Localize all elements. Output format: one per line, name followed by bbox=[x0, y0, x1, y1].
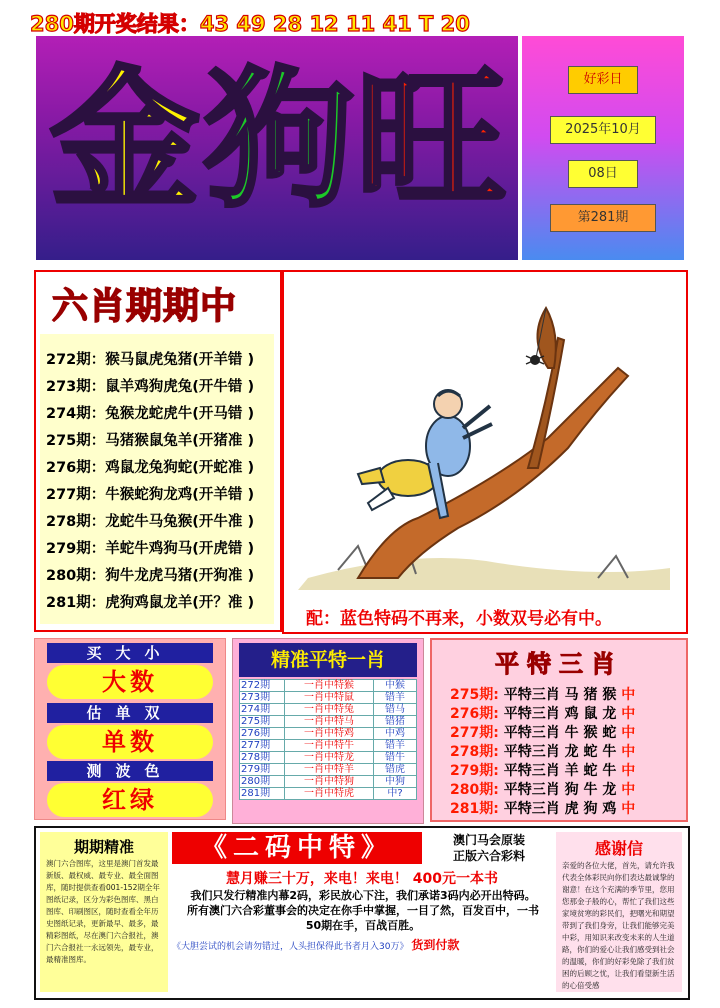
original-badge bbox=[426, 832, 552, 864]
list-item bbox=[450, 779, 635, 799]
advert-middle bbox=[172, 832, 552, 992]
table-cell: 错猪 bbox=[374, 716, 417, 728]
lucky-day-tag: 好彩日 bbox=[568, 66, 638, 94]
table-row bbox=[240, 788, 417, 800]
promo-line: 慧月赚三十万，来电！来电！ 400元一本书 bbox=[225, 871, 499, 887]
table-cell: 错牛 bbox=[374, 752, 417, 764]
six-zodiac-panel bbox=[34, 270, 282, 632]
original-line-1: 澳门马会原装 bbox=[452, 833, 525, 847]
date-month: 2025年10月 bbox=[550, 116, 656, 144]
list-item: 273期：鼠羊鸡狗虎兔(开牛错 ) bbox=[46, 379, 255, 395]
odd-even-value: 单数 bbox=[47, 725, 213, 759]
illustration-image bbox=[298, 278, 670, 590]
big-small-panel bbox=[34, 638, 226, 820]
table-row bbox=[240, 704, 417, 716]
table-row bbox=[240, 776, 417, 788]
list-item bbox=[450, 798, 635, 818]
flat-special-one-title: 精准平特一肖 bbox=[239, 643, 417, 677]
date-day: 08日 bbox=[568, 160, 638, 188]
list-item: 272期：猴马鼠虎兔猪(开羊错 ) bbox=[46, 352, 255, 368]
pt-txt: 平特三肖 虎 狗 鸡 bbox=[503, 801, 617, 817]
table-row bbox=[240, 716, 417, 728]
list-item bbox=[450, 760, 635, 780]
table-cell: 一肖中特猴 bbox=[285, 680, 374, 692]
table-cell: 中? bbox=[374, 788, 417, 800]
pt-txt: 平特三肖 羊 蛇 牛 bbox=[503, 763, 617, 779]
table-cell: 一肖中特龙 bbox=[285, 752, 374, 764]
list-item: 279期：羊蛇牛鸡狗马(开虎错 ) bbox=[46, 541, 255, 557]
table-cell: 一肖中特羊 bbox=[285, 764, 374, 776]
pt-no: 281期: bbox=[450, 801, 499, 817]
six-zodiac-list bbox=[40, 334, 274, 624]
table-cell: 272期 bbox=[240, 680, 285, 692]
list-item: 277期：牛猴蛇狗龙鸡(开羊错 ) bbox=[46, 487, 255, 503]
pt-res: 中 bbox=[621, 706, 636, 722]
list-item bbox=[450, 722, 635, 742]
pt-no: 276期: bbox=[450, 706, 499, 722]
pt-res: 中 bbox=[621, 725, 636, 741]
promo-footer bbox=[172, 936, 552, 953]
table-cell: 中猴 bbox=[374, 680, 417, 692]
thank-you-text: 亲爱的各位大佬，首先，请允许我代表全体彩民向你们表达最诚挚的谢意！在这个充满的季节里，您用您那金子般的心，帮忙了我们这些家境贫寒的彩民们，把曙光和期望带到了我们身旁，让我们能够完美中彩，用知识来改变未来的人生道路，你们的爱心让我们感受到社会的温暖，你们的好彩免除了我们贫困的后顾之忧，让我们看望新生活的心倍受感 bbox=[562, 861, 675, 990]
table-cell: 一肖中特狗 bbox=[285, 776, 374, 788]
two-code-banner: 《二码中特》 bbox=[172, 832, 422, 864]
thank-you-title: 感谢信 bbox=[594, 839, 643, 858]
table-row bbox=[240, 764, 417, 776]
six-zodiac-header bbox=[40, 276, 274, 326]
list-item bbox=[450, 741, 635, 761]
table-cell: 一肖中特鼠 bbox=[285, 692, 374, 704]
list-item: 281期：虎狗鸡鼠龙羊(开？准 ) bbox=[46, 595, 255, 611]
table-row bbox=[240, 728, 417, 740]
list-item: 274期：兔猴龙蛇虎牛(开马错 ) bbox=[46, 406, 255, 422]
advert-right bbox=[556, 832, 682, 992]
pt-res: 中 bbox=[621, 763, 636, 779]
table-row bbox=[240, 752, 417, 764]
pt-txt: 平特三肖 龙 蛇 牛 bbox=[503, 744, 617, 760]
list-item bbox=[450, 703, 635, 723]
list-item: 280期：狗牛龙虎马猪(开狗准 ) bbox=[46, 568, 255, 584]
pt-no: 280期: bbox=[450, 782, 499, 798]
table-cell: 一肖中特牛 bbox=[285, 740, 374, 752]
draw-result: 280期开奖结果：43 49 28 12 11 41 T 20 bbox=[30, 12, 470, 36]
odd-even-label: 估单双 bbox=[47, 703, 213, 723]
table-cell: 错马 bbox=[374, 704, 417, 716]
table-cell: 中鸡 bbox=[374, 728, 417, 740]
issue-number: 第281期 bbox=[550, 204, 656, 232]
title-banner bbox=[36, 36, 518, 260]
list-item bbox=[450, 684, 635, 704]
table-cell: 281期 bbox=[240, 788, 285, 800]
table-row bbox=[240, 680, 417, 692]
pt-no: 277期: bbox=[450, 725, 499, 741]
advert-panel bbox=[34, 826, 690, 1000]
table-cell: 280期 bbox=[240, 776, 285, 788]
table-cell: 中狗 bbox=[374, 776, 417, 788]
flat-special-three-title: 平特三肖 bbox=[495, 650, 623, 678]
list-item: 278期：龙蛇牛马兔猴(开牛准 ) bbox=[46, 514, 255, 530]
title-char-2: 狗 bbox=[204, 54, 355, 228]
table-cell: 错羊 bbox=[374, 740, 417, 752]
list-item: 276期：鸡鼠龙兔狗蛇(开蛇准 ) bbox=[46, 460, 255, 476]
flat-special-three-panel bbox=[430, 638, 688, 822]
promo-footer-text: 《大胆尝试的机会请勿错过，人头担保得此书者月入30万》 bbox=[172, 942, 409, 952]
pt-res: 中 bbox=[621, 744, 636, 760]
pt-res: 中 bbox=[621, 687, 636, 703]
table-cell: 273期 bbox=[240, 692, 285, 704]
table-cell: 275期 bbox=[240, 716, 285, 728]
table-row bbox=[240, 692, 417, 704]
advert-left-title: 期期精准 bbox=[73, 838, 134, 856]
pt-no: 278期: bbox=[450, 744, 499, 760]
table-row bbox=[240, 740, 417, 752]
table-cell: 274期 bbox=[240, 704, 285, 716]
promo-text: 我们只发行精准内幕2码，彩民放心下注，我们承诺3码内必开出特码。所有澳门六合彩董事会的决定在你手中掌握，一目了然，百发百中，一书50期在手，百战百胜。 bbox=[187, 889, 539, 932]
table-cell: 278期 bbox=[240, 752, 285, 764]
table-cell: 错羊 bbox=[374, 692, 417, 704]
list-item: 275期：马猪猴鼠兔羊(开猪准 ) bbox=[46, 433, 255, 449]
title-char-1: 金 bbox=[50, 54, 201, 228]
pt-txt: 平特三肖 狗 牛 龙 bbox=[503, 782, 617, 798]
date-panel bbox=[522, 36, 684, 260]
advert-left-text: 澳门六合图库，这里是澳门首发最新版、最权威、最专业、最全面图库，随时提供查看001-152期全年图纸记录，区分为彩色图库、黑白图库、印刷图区，随时查看全年历史图纸记录，更新最早、最多，最精彩图纸，尽在澳门六合报社，澳门六合报社一永远领先，最专业，最精准图库。 bbox=[46, 859, 160, 964]
title-char-3: 旺 bbox=[356, 54, 507, 228]
wave-color-value: 红绿 bbox=[47, 783, 213, 817]
cash-on-delivery: 货到付款 bbox=[411, 938, 460, 952]
pt-no: 279期: bbox=[450, 763, 499, 779]
flat-special-one-panel bbox=[232, 638, 424, 824]
advert-left bbox=[40, 832, 168, 992]
pt-txt: 平特三肖 鸡 鼠 龙 bbox=[503, 706, 617, 722]
pt-res: 中 bbox=[621, 782, 636, 798]
table-cell: 276期 bbox=[240, 728, 285, 740]
table-cell: 279期 bbox=[240, 764, 285, 776]
big-small-value: 大数 bbox=[47, 665, 213, 699]
flat-special-one-table bbox=[239, 679, 417, 800]
pt-res: 中 bbox=[621, 801, 636, 817]
table-cell: 一肖中特鸡 bbox=[285, 728, 374, 740]
caption-text: 配：蓝色特码不再来，小数双号必有中。 bbox=[306, 609, 612, 629]
table-cell: 错虎 bbox=[374, 764, 417, 776]
pt-txt: 平特三肖 马 猪 猴 bbox=[503, 687, 617, 703]
original-line-2: 正版六合彩料 bbox=[452, 849, 525, 863]
pt-txt: 平特三肖 牛 猴 蛇 bbox=[503, 725, 617, 741]
pt-no: 275期: bbox=[450, 687, 499, 703]
six-zodiac-title: 六肖期期中 bbox=[52, 286, 238, 327]
table-cell: 一肖中特马 bbox=[285, 716, 374, 728]
big-small-label: 买大小 bbox=[47, 643, 213, 663]
illustration-panel bbox=[282, 270, 688, 634]
table-cell: 一肖中特虎 bbox=[285, 788, 374, 800]
table-cell: 277期 bbox=[240, 740, 285, 752]
wave-color-label: 测波色 bbox=[47, 761, 213, 781]
table-cell: 一肖中特兔 bbox=[285, 704, 374, 716]
